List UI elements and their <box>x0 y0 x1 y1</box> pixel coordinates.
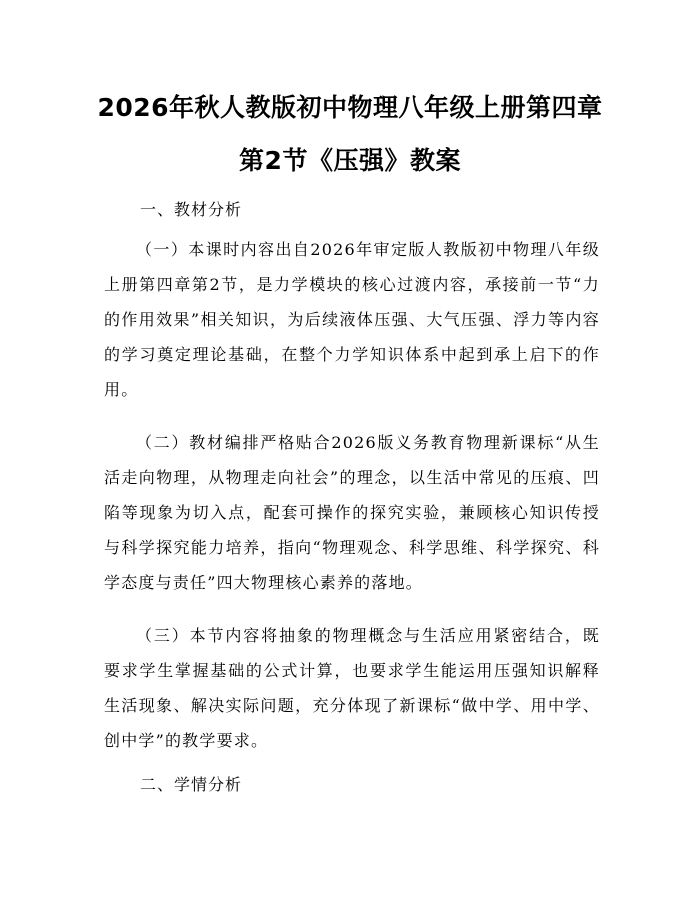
document-title-line-1: 2026年秋人教版初中物理八年级上册第四章 <box>97 93 603 122</box>
paragraph-2: （二）教材编排严格贴合2026版义务教育物理新课标“从生活走向物理，从物理走向社会”的理念，以生活中常见的压痕、凹陷等现象为切入点，配套可操作的探究实验，兼顾核心知识传授与科学探究能力培养，指向“物理观念、科学思维、科学探究、科学态度与责任”四大物理核心素养的落地。 <box>104 433 600 592</box>
document-title-line-2: 第2节《压强》教案 <box>239 146 461 175</box>
paragraph-1: （一）本课时内容出自2026年审定版人教版初中物理八年级上册第四章第2节，是力学模块的核心过渡内容，承接前一节“力的作用效果”相关知识，为后续液体压强、大气压强、浮力等内容的学习奠定理论基础，在整个力学知识体系中起到承上启下的作用。 <box>104 240 600 399</box>
section-heading-textbook-analysis: 一、教材分析 <box>140 200 243 219</box>
section-heading-student-analysis: 二、学情分析 <box>140 775 243 794</box>
paragraph-3: （三）本节内容将抽象的物理概念与生活应用紧密结合，既要求学生掌握基础的公式计算，也要求学生能运用压强知识解释生活现象、解决实际问题，充分体现了新课标“做中学、用中学、创中学”的教学要求。 <box>104 626 600 750</box>
